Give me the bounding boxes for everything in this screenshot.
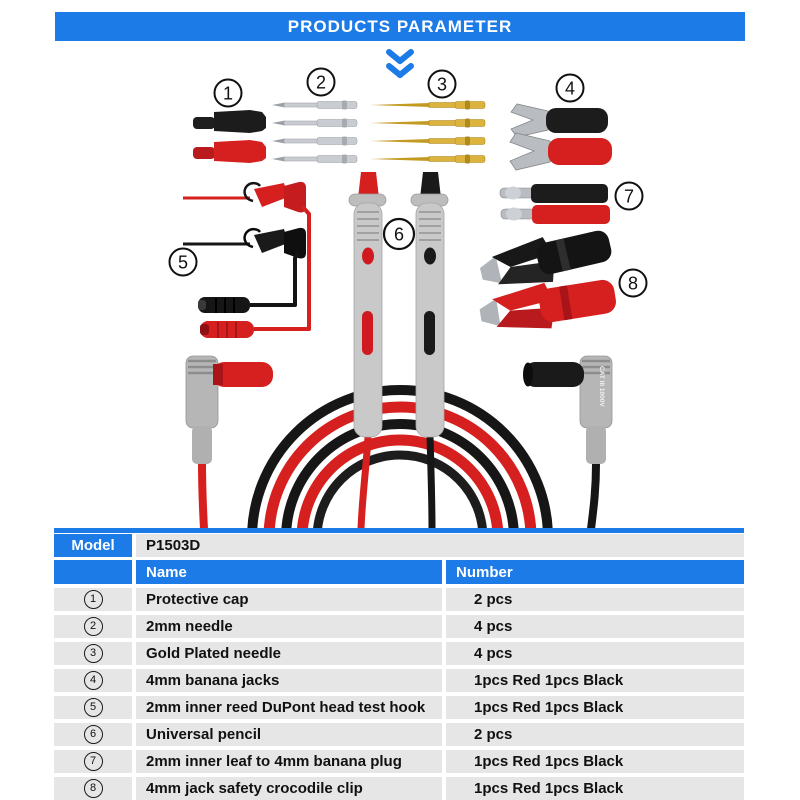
row-number: 4 pcs xyxy=(446,615,744,638)
header-number-cell: Number xyxy=(446,560,744,584)
marker-7 xyxy=(616,183,643,210)
test-hook-black xyxy=(183,228,306,313)
test-probe-black xyxy=(411,172,448,529)
parameters-table xyxy=(54,528,744,800)
table-row xyxy=(54,750,744,773)
row-number: 4 pcs xyxy=(446,642,744,665)
banana-jack-black xyxy=(511,104,608,137)
test-hook-red xyxy=(183,182,309,338)
header-name-cell: Name xyxy=(136,560,442,584)
svg-text:4: 4 xyxy=(564,78,576,99)
silver-needles xyxy=(272,101,357,164)
page-title: PRODUCTS PARAMETER xyxy=(287,16,513,36)
row-marker: 8 xyxy=(84,779,103,798)
row-name: 4mm banana jacks xyxy=(136,669,442,692)
model-row xyxy=(54,534,744,557)
row-name: 2mm needle xyxy=(136,615,442,638)
row-name: Universal pencil xyxy=(136,723,442,746)
row-number: 2 pcs xyxy=(446,588,744,611)
table-row xyxy=(54,642,744,665)
marker-5 xyxy=(170,249,197,276)
marker-2 xyxy=(308,69,335,96)
header-banner xyxy=(55,12,745,41)
row-name: 2mm inner leaf to 4mm banana plug xyxy=(136,750,442,773)
marker-4 xyxy=(557,75,584,102)
model-value: P1503D xyxy=(146,537,201,554)
right-angle-plug-black xyxy=(523,356,612,529)
row-number: 1pcs Red 1pcs Black xyxy=(446,750,744,773)
table-row xyxy=(54,696,744,719)
header-marker-cell xyxy=(54,560,132,584)
table-row xyxy=(54,723,744,746)
table-accent-bar xyxy=(54,528,744,533)
svg-text:6: 6 xyxy=(393,224,405,245)
marker-8 xyxy=(620,270,647,297)
protective-cap-black xyxy=(193,110,266,133)
gold-needles xyxy=(370,101,485,164)
row-name: 2mm inner reed DuPont head test hook xyxy=(136,696,442,719)
model-label-cell: Model xyxy=(54,534,132,557)
row-marker: 1 xyxy=(84,590,103,609)
row-name: 4mm jack safety crocodile clip xyxy=(136,777,442,800)
coiled-cables xyxy=(252,390,548,530)
table-row xyxy=(54,777,744,800)
row-number: 1pcs Red 1pcs Black xyxy=(446,669,744,692)
table-row xyxy=(54,669,744,692)
banana-jack-red xyxy=(510,133,612,170)
row-marker: 7 xyxy=(84,752,103,771)
row-number: 1pcs Red 1pcs Black xyxy=(446,696,744,719)
row-number: 1pcs Red 1pcs Black xyxy=(446,777,744,800)
banana-plug-red xyxy=(501,205,610,224)
marker-6 xyxy=(384,219,414,249)
row-name: Gold Plated needle xyxy=(136,642,442,665)
svg-text:2: 2 xyxy=(315,72,327,93)
row-marker: 4 xyxy=(84,671,103,690)
row-marker: 2 xyxy=(84,617,103,636)
table-row xyxy=(54,615,744,638)
row-number: 2 pcs xyxy=(446,723,744,746)
model-value-cell xyxy=(136,534,744,557)
marker-1 xyxy=(215,80,242,107)
row-name: Protective cap xyxy=(136,588,442,611)
svg-text:7: 7 xyxy=(623,186,635,207)
protective-cap-red xyxy=(193,140,266,163)
banana-plug-black xyxy=(500,184,608,203)
svg-text:5: 5 xyxy=(177,252,189,273)
row-marker: 3 xyxy=(84,644,103,663)
svg-text:1: 1 xyxy=(222,83,234,104)
table-row xyxy=(54,588,744,611)
marker-3 xyxy=(429,71,456,98)
row-marker: 5 xyxy=(84,698,103,717)
test-probe-red xyxy=(349,172,386,529)
double-down-arrow-icon xyxy=(389,52,411,75)
svg-text:3: 3 xyxy=(436,74,448,95)
plug-rating-text: CAT III 1000V xyxy=(598,366,605,407)
table-header-row xyxy=(54,560,744,584)
row-marker: 6 xyxy=(84,725,103,744)
svg-text:8: 8 xyxy=(627,273,639,294)
